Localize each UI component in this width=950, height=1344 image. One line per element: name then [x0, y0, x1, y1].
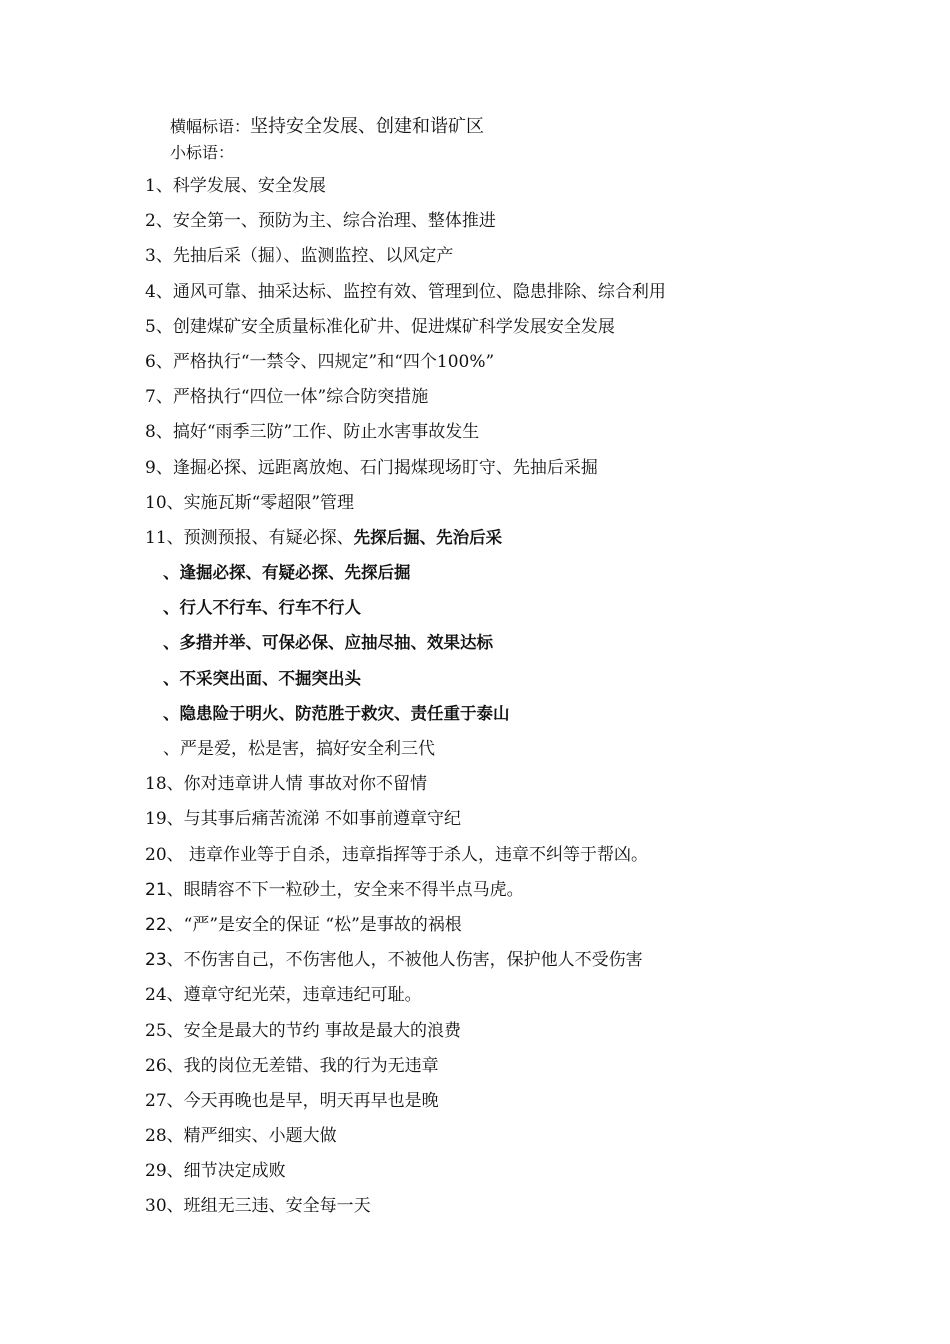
slogan-item	[145, 348, 666, 383]
slogan-item	[145, 594, 666, 629]
slogan-number: 9	[145, 457, 156, 478]
slogan-number: 27	[145, 1090, 167, 1111]
slogan-text: 、创建煤矿安全质量标准化矿井、促进煤矿科学发展安全发展	[155, 316, 615, 337]
slogan-item	[145, 418, 666, 453]
slogan-text: 、精严细实、小题大做	[166, 1126, 337, 1147]
slogan-item	[145, 629, 666, 664]
slogan-text: 、你对违章讲人情 事故对你不留情	[166, 774, 428, 795]
slogan-text: 、逢掘必探、远距离放炮、石门揭煤现场盯守、先抽后采掘	[155, 457, 598, 478]
slogan-number: 22	[145, 914, 167, 935]
slogan-text: 、逢掘必探、有疑必探、先探后掘	[163, 563, 411, 583]
slogan-text: 、严是爱，松是害，搞好安全利三代	[163, 739, 435, 759]
slogan-text: 、细节决定成败	[166, 1161, 286, 1182]
slogan-text: 、预测预报、有疑必探、	[166, 527, 354, 548]
slogan-item	[145, 841, 666, 876]
slogan-list	[145, 172, 666, 1228]
slogan-number: 5	[145, 316, 156, 337]
slogan-item	[145, 946, 666, 981]
document-header	[170, 114, 484, 166]
slogan-item	[145, 172, 666, 207]
slogan-text: 、我的岗位无差错、我的行为无违章	[166, 1055, 439, 1076]
slogan-item	[145, 770, 666, 805]
slogan-text: 、通风可靠、抽采达标、监控有效、管理到位、隐患排除、综合利用	[155, 281, 666, 302]
slogan-item	[145, 911, 666, 946]
slogan-item	[145, 805, 666, 840]
slogan-number: 21	[145, 879, 167, 900]
slogan-item	[145, 313, 666, 348]
slogan-number: 20	[145, 844, 167, 865]
slogan-text: 、不伤害自己，不伤害他人，不被他人伤害，保护他人不受伤害	[166, 950, 643, 971]
slogan-number: 4	[145, 281, 156, 302]
slogan-item	[145, 1157, 666, 1192]
slogan-item	[145, 559, 666, 594]
slogan-item	[145, 735, 666, 770]
slogan-text: 、严格执行“一禁令、四规定”和“四个100%”	[155, 351, 495, 372]
slogan-number: 23	[145, 950, 167, 971]
slogan-number: 24	[145, 985, 167, 1006]
slogan-item	[145, 383, 666, 418]
slogan-item	[145, 1052, 666, 1087]
slogan-item	[145, 207, 666, 242]
slogan-number: 2	[145, 211, 156, 232]
banner-slogan-line	[170, 114, 484, 140]
slogan-text: 、先抽后采（掘）、监测监控、以风定产	[155, 246, 454, 267]
slogan-text: 、搞好“雨季三防”工作、防止水害事故发生	[155, 422, 480, 443]
slogan-item	[145, 1122, 666, 1157]
slogan-number: 19	[145, 809, 167, 830]
slogan-text: 、隐患险于明火、防范胜于救灾、责任重于泰山	[163, 703, 510, 723]
slogan-number: 18	[145, 774, 167, 795]
slogan-item	[145, 524, 666, 559]
slogan-text: 、科学发展、安全发展	[155, 176, 326, 196]
slogan-text: 、安全第一、预防为主、综合治理、整体推进	[155, 211, 496, 232]
slogan-item	[145, 665, 666, 700]
slogan-item	[145, 242, 666, 277]
slogan-text: 、 违章作业等于自杀，违章指挥等于杀人，违章不纠等于帮凶。	[166, 844, 649, 865]
slogan-text: 、班组无三违、安全每一天	[166, 1196, 371, 1217]
slogan-text: 、“严”是安全的保证 “松”是事故的祸根	[166, 914, 462, 935]
slogan-text: 、不采突出面、不掘突出头	[163, 668, 361, 688]
slogan-text: 、眼睛容不下一粒砂土，安全来不得半点马虎。	[166, 879, 524, 900]
slogan-item	[145, 454, 666, 489]
slogan-item	[145, 981, 666, 1016]
banner-text: 坚持安全发展、创建和谐矿区	[250, 116, 485, 137]
slogan-text: 、与其事后痛苦流涕 不如事前遵章守纪	[166, 809, 462, 830]
slogan-item	[145, 1192, 666, 1227]
slogan-text: 、行人不行车、行车不行人	[163, 598, 361, 618]
slogan-text: 、安全是最大的节约 事故是最大的浪费	[166, 1020, 462, 1041]
slogan-number: 26	[145, 1055, 167, 1076]
slogan-text: 、遵章守纪光荣，违章违纪可耻。	[166, 985, 422, 1006]
slogan-item	[145, 1017, 666, 1052]
slogan-number: 3	[145, 246, 156, 267]
slogan-text: 、多措并举、可保必保、应抽尽抽、效果达标	[163, 633, 493, 653]
slogan-text: 、严格执行“四位一体”综合防突措施	[155, 387, 429, 408]
slogan-item	[145, 489, 666, 524]
slogan-number: 30	[145, 1196, 167, 1217]
small-slogan-label: 小标语：	[170, 143, 235, 162]
slogan-number: 8	[145, 422, 156, 443]
slogan-number: 28	[145, 1126, 167, 1147]
slogan-number: 1	[145, 176, 156, 196]
slogan-number: 10	[145, 492, 167, 513]
slogan-text: 、实施瓦斯“零超限”管理	[166, 492, 355, 513]
slogan-number: 29	[145, 1161, 167, 1182]
slogan-number: 25	[145, 1020, 167, 1041]
slogan-item	[145, 1087, 666, 1122]
banner-label: 横幅标语：	[170, 117, 251, 136]
slogan-bold-text: 先探后掘、先治后采	[353, 527, 503, 547]
slogan-item	[145, 700, 666, 735]
slogan-item	[145, 876, 666, 911]
slogan-text: 、今天再晚也是早，明天再早也是晚	[166, 1090, 439, 1111]
slogan-item	[145, 278, 666, 313]
slogan-number: 11	[145, 527, 167, 548]
slogan-number: 6	[145, 351, 156, 372]
slogan-number: 7	[145, 387, 156, 408]
